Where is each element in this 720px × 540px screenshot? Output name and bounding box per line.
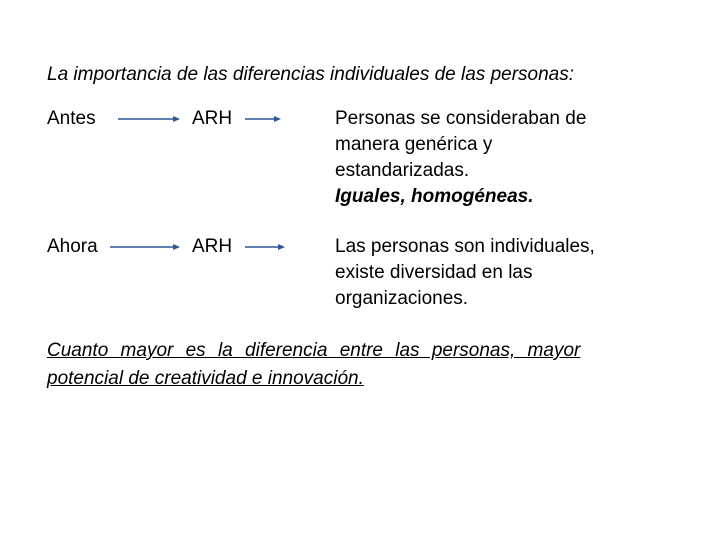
description-line: Personas se consideraban de: [335, 108, 587, 129]
arrow-right-icon: [110, 242, 180, 252]
arrow-right-icon: [245, 114, 281, 124]
description-line: organizaciones.: [335, 288, 469, 309]
row-label-antes: Antes: [47, 108, 96, 129]
description-emphasis: Iguales, homogéneas.: [335, 186, 534, 207]
description-line: estandarizadas.: [335, 160, 470, 181]
slide-title: La importancia de las diferencias individuales de las personas:: [47, 64, 575, 85]
arrow-right-icon: [245, 242, 285, 252]
description-line: manera genérica y: [335, 134, 493, 155]
conclusion-line: Cuanto mayor es la diferencia entre las personas, mayor: [47, 340, 581, 361]
row-label-ahora: Ahora: [47, 236, 98, 257]
row-middle-arh: ARH: [192, 108, 233, 129]
description-line: Las personas son individuales,: [335, 236, 595, 257]
conclusion-text: [47, 337, 677, 393]
row-description-ahora: [335, 234, 675, 312]
description-line: existe diversidad en las: [335, 262, 533, 283]
arrow-right-icon: [118, 114, 180, 124]
row-description-antes: [335, 106, 675, 210]
row-middle-arh: ARH: [192, 236, 233, 257]
conclusion-line: potencial de creatividad e innovación.: [47, 368, 364, 389]
